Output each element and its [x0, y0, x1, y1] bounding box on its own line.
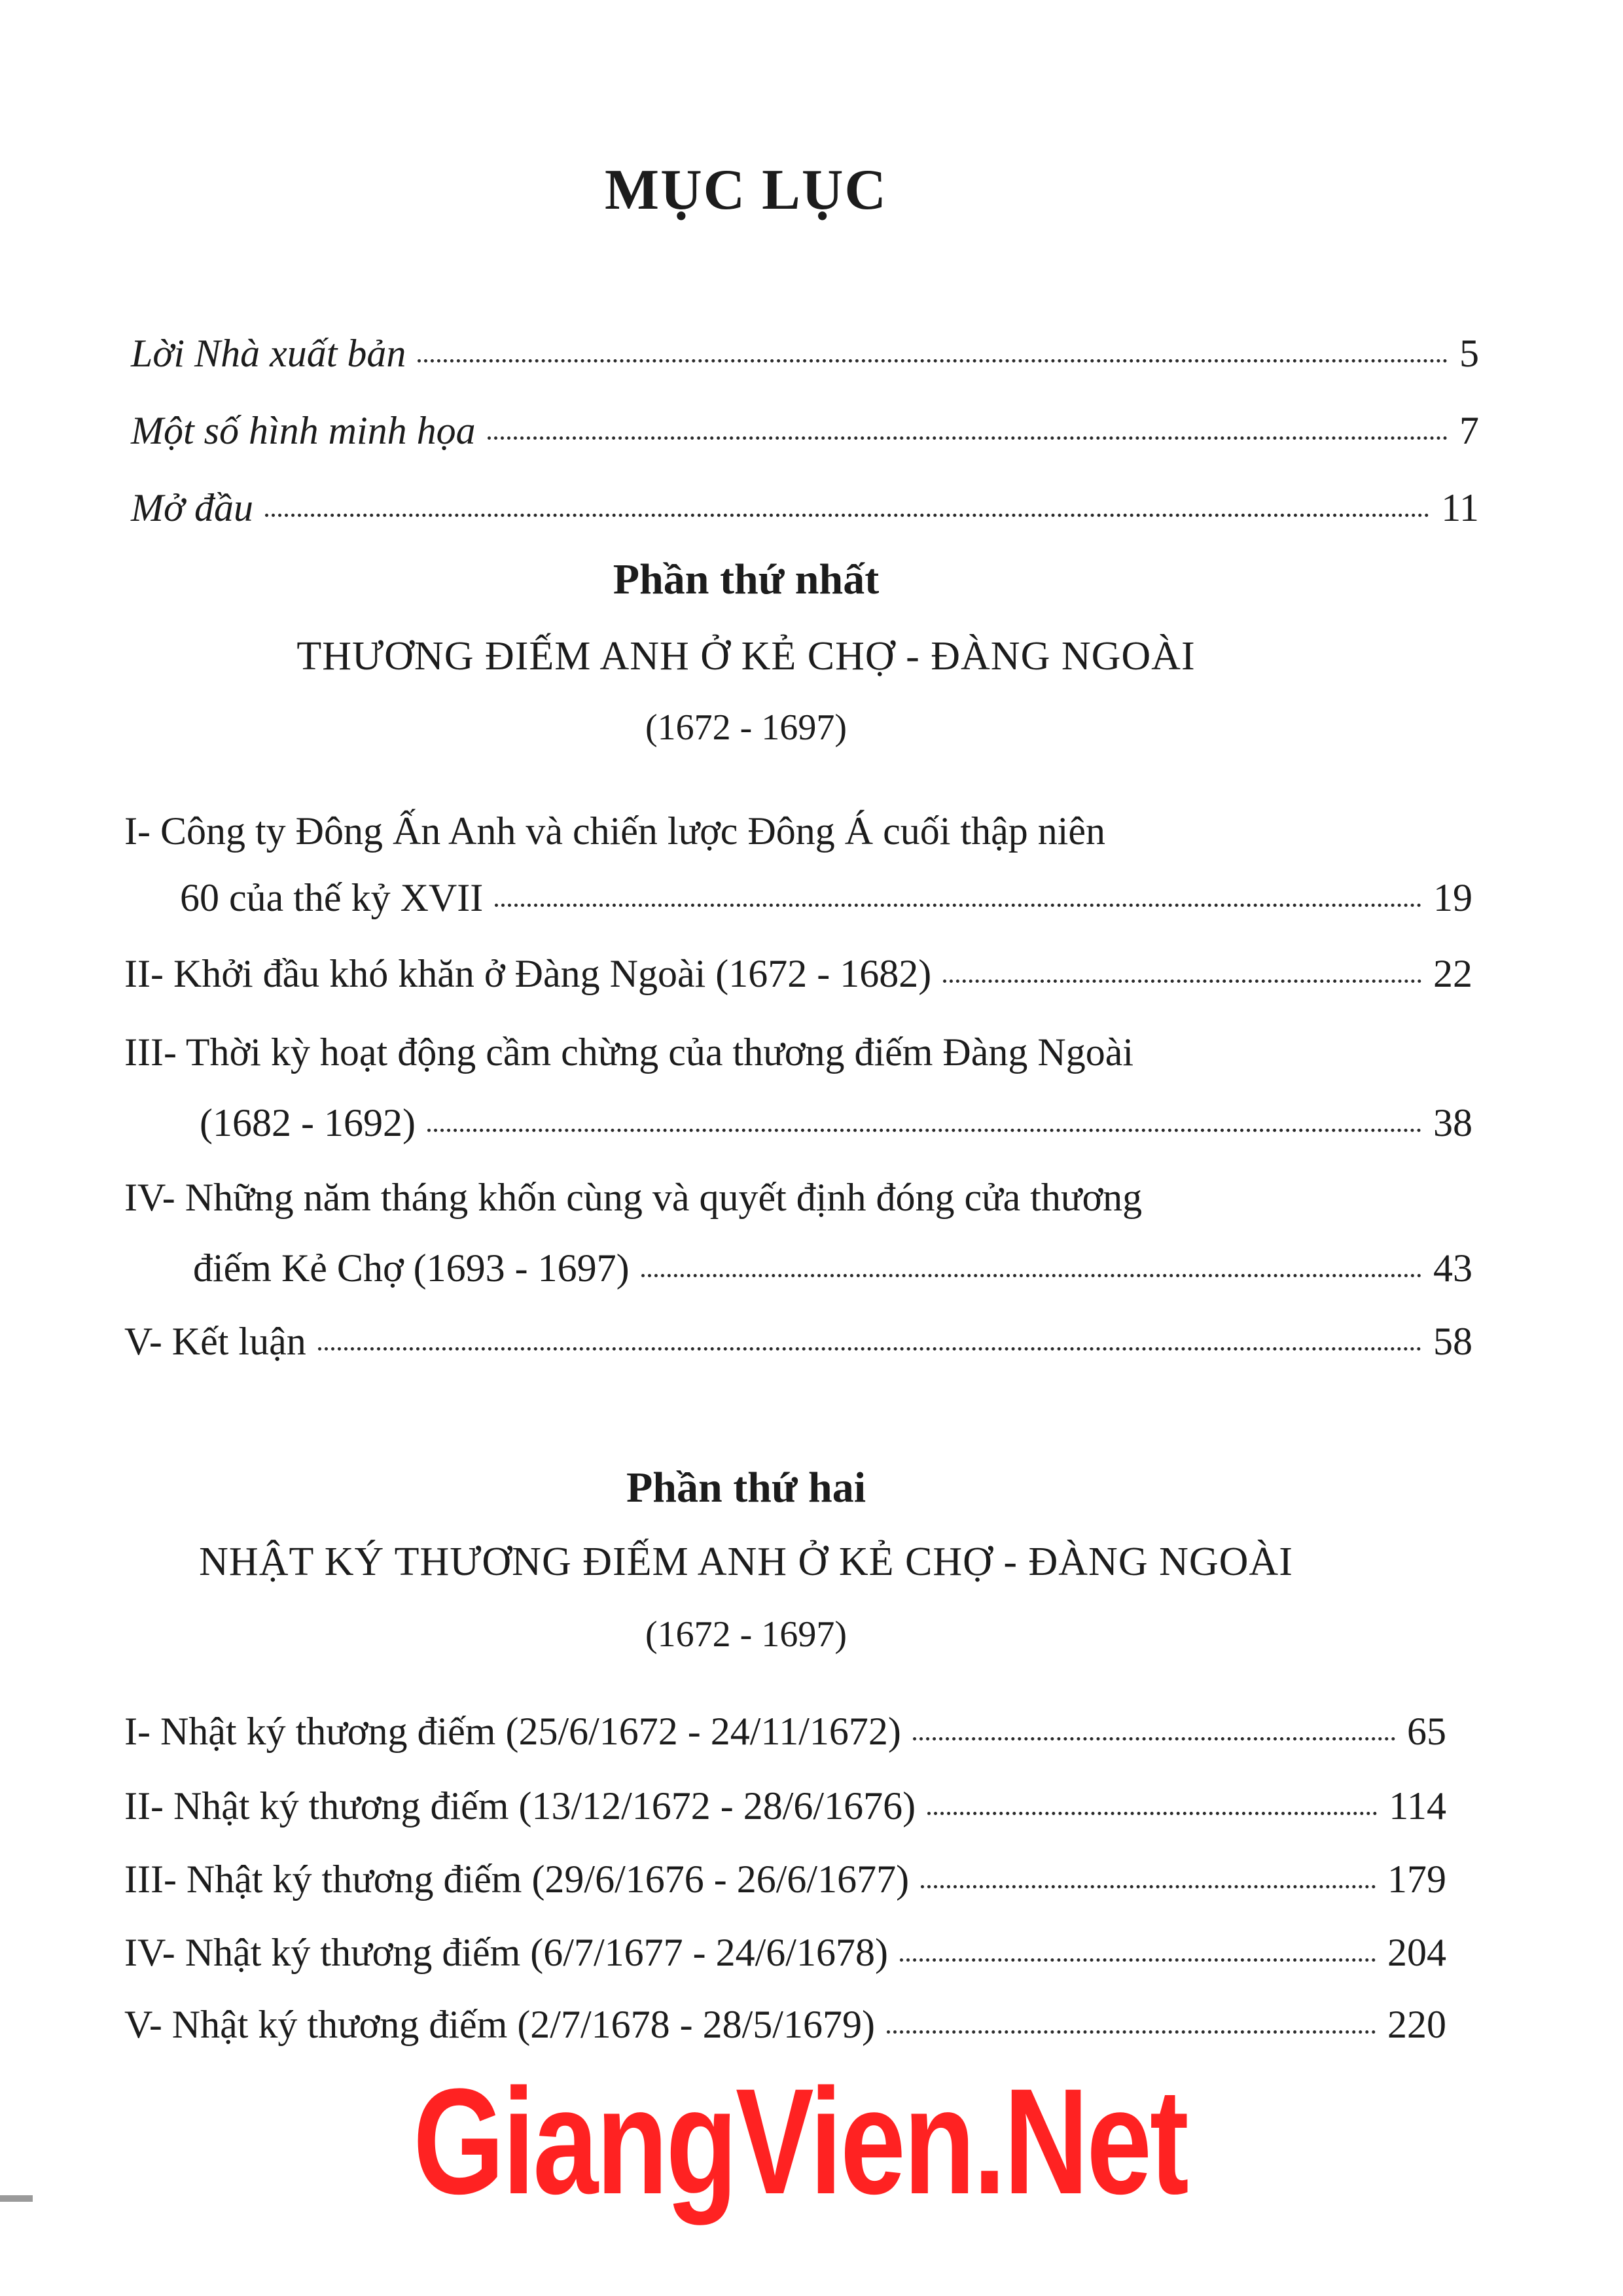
toc-entry-part1-3 [200, 1103, 1472, 1142]
toc-entry-label: III- Thời kỳ hoạt động cầm chừng của thương điếm Đàng Ngoài [124, 1031, 1134, 1074]
toc-entry-label: Mở đầu [131, 486, 254, 529]
toc-entry-part2-3 [124, 1860, 1446, 1899]
dot-leader [488, 436, 1448, 440]
toc-entry-page: 7 [1459, 409, 1479, 452]
toc-entry-illustrations [131, 411, 1479, 450]
toc-entry-part1-1 [180, 878, 1472, 917]
dot-leader [943, 980, 1421, 983]
scan-edge-mark [0, 2195, 33, 2202]
dot-leader [927, 1812, 1377, 1815]
toc-entry-label: III- Nhật ký thương điếm (29/6/1676 - 26/6/1677) [124, 1858, 910, 1901]
watermark-text: GiangVien.Net [413, 2057, 1187, 2225]
toc-entry-label: V- Kết luận [124, 1320, 306, 1363]
dot-leader [418, 359, 1448, 362]
toc-entry-label: II- Khởi đầu khó khăn ở Đàng Ngoài (1672 - 1682) [124, 952, 932, 995]
part1-subtitle: THƯƠNG ĐIẾM ANH Ở KẺ CHỢ - ĐÀNG NGOÀI [296, 634, 1196, 679]
toc-entry-page: 58 [1433, 1320, 1472, 1363]
toc-entry-label: IV- Nhật ký thương điếm (6/7/1677 - 24/6/1678) [124, 1931, 888, 1974]
toc-entry-label: Một số hình minh họa [131, 409, 476, 452]
page-title: MỤC LỤC [605, 158, 887, 222]
toc-entry-part2-1 [124, 1712, 1446, 1751]
dot-leader [318, 1347, 1421, 1351]
toc-entry-page: 22 [1433, 952, 1472, 995]
toc-entry-page: 114 [1389, 1784, 1446, 1828]
toc-entry-page: 220 [1387, 2003, 1446, 2046]
toc-entry-label-cont: (1682 - 1692) [200, 1101, 416, 1144]
toc-entry-page: 179 [1387, 1858, 1446, 1901]
toc-entry-page: 43 [1433, 1246, 1472, 1290]
toc-entry-part1-4 [193, 1248, 1472, 1288]
toc-entry-part2-4 [124, 1933, 1446, 1972]
toc-entry-page: 65 [1407, 1710, 1446, 1753]
toc-entry-page: 19 [1433, 876, 1472, 919]
toc-entry-label: Lời Nhà xuất bản [131, 332, 406, 375]
dot-leader [900, 1958, 1376, 1962]
dot-leader [265, 514, 1429, 517]
toc-entry-part1-2 [124, 954, 1472, 993]
toc-entry-part1-5 [124, 1322, 1472, 1361]
toc-entry-page: 5 [1459, 332, 1479, 375]
dot-leader [887, 2030, 1376, 2034]
toc-entry-preface [131, 334, 1479, 373]
part1-years: (1672 - 1697) [645, 707, 847, 748]
toc-entry-page: 204 [1387, 1931, 1446, 1974]
dot-leader [427, 1129, 1421, 1132]
toc-entry-page: 11 [1441, 486, 1479, 529]
toc-entry-label: II- Nhật ký thương điếm (13/12/1672 - 28/6/1676) [124, 1784, 916, 1828]
toc-entry-label: I- Nhật ký thương điếm (25/6/1672 - 24/11/1672) [124, 1710, 901, 1753]
part1-heading: Phần thứ nhất [613, 556, 880, 603]
toc-entry-label: I- Công ty Đông Ấn Anh và chiến lược Đông Á cuối thập niên [124, 809, 1106, 853]
toc-entry-label-cont: điếm Kẻ Chợ (1693 - 1697) [193, 1246, 630, 1290]
toc-entry-part2-2 [124, 1786, 1446, 1826]
dot-leader [495, 904, 1421, 907]
dot-leader [921, 1885, 1376, 1888]
part2-heading: Phần thứ hai [626, 1464, 866, 1511]
toc-entry-label: V- Nhật ký thương điếm (2/7/1678 - 28/5/1679) [124, 2003, 875, 2046]
toc-entry-introduction [131, 488, 1479, 527]
toc-entry-label-cont: 60 của thế kỷ XVII [180, 876, 484, 919]
dot-leader [913, 1737, 1395, 1740]
part2-years: (1672 - 1697) [645, 1614, 847, 1655]
toc-entry-label: IV- Những năm tháng khốn cùng và quyết định đóng cửa thương [124, 1176, 1143, 1219]
part2-subtitle: NHẬT KÝ THƯƠNG ĐIẾM ANH Ở KẺ CHỢ - ĐÀNG NGOÀI [199, 1540, 1293, 1584]
dot-leader [641, 1274, 1421, 1277]
toc-entry-page: 38 [1433, 1101, 1472, 1144]
toc-entry-part2-5 [124, 2005, 1446, 2044]
